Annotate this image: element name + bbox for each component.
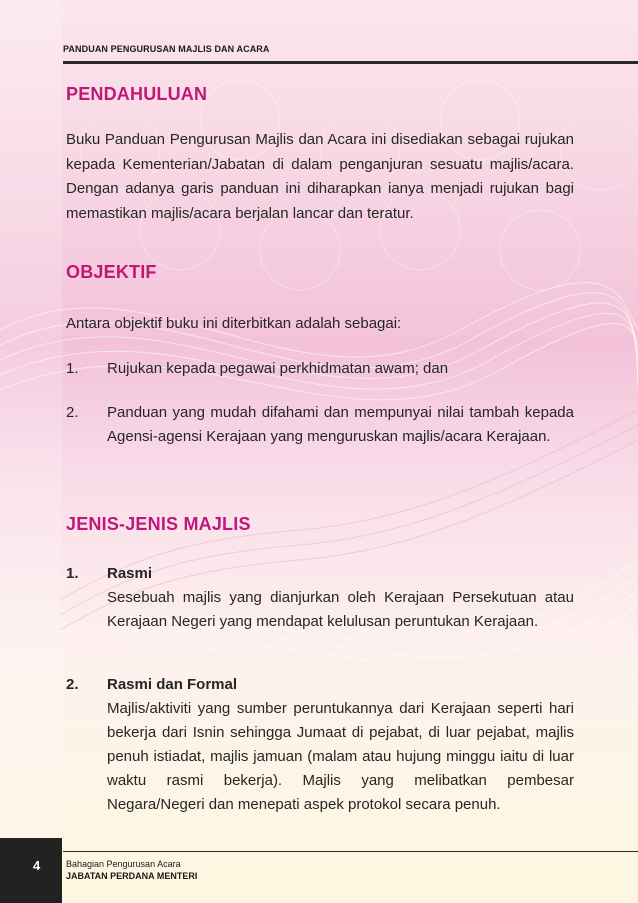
section-title-jenis-majlis: JENIS-JENIS MAJLIS xyxy=(66,514,251,534)
page-number-box xyxy=(0,838,62,903)
item-number: 2. xyxy=(66,404,79,421)
pendahuluan-paragraph: Buku Panduan Pengurusan Majlis dan Acara ini disediakan sebagai rujukan kepada Kementerian/Jabatan di dalam penganjuran sesuatu majlis/acara. Dengan adanya garis panduan ini diharapkan ianya menjadi rujukan bagi memastikan majlis/acara berjalan lancar dan teratur. xyxy=(66,131,574,222)
section-title-objektif: OBJEKTIF xyxy=(66,262,157,282)
section-title-pendahuluan: PENDAHULUAN xyxy=(66,84,208,104)
item-text: Panduan yang mudah difahami dan mempunyai nilai tambah kepada Agensi-agensi Kerajaan yang menguruskan majlis/acara Kerajaan. xyxy=(107,404,574,445)
objektif-intro: Antara objektif buku ini diterbitkan adalah sebagai: xyxy=(66,315,402,332)
item-title: Rasmi dan Formal xyxy=(107,676,238,693)
item-text: Rujukan kepada pegawai perkhidmatan awam; dan xyxy=(107,360,449,377)
item-number: 1. xyxy=(66,565,79,582)
item-number: 2. xyxy=(66,676,79,693)
item-number: 1. xyxy=(66,360,79,377)
item-text: Sesebuah majlis yang dianjurkan oleh Kerajaan Persekutuan atau Kerajaan Negeri yang mendapat kelulusan peruntukan Kerajaan. xyxy=(107,589,574,630)
footer-line-department: JABATAN PERDANA MENTERI xyxy=(66,871,198,881)
running-header: PANDUAN PENGURUSAN MAJLIS DAN ACARA xyxy=(63,44,270,54)
page-number: 4 xyxy=(33,858,41,873)
item-title: Rasmi xyxy=(107,565,153,582)
footer-rule xyxy=(63,851,638,852)
footer-line-division: Bahagian Pengurusan Acara xyxy=(66,859,181,869)
item-text: Majlis/aktiviti yang sumber peruntukannya dari Kerajaan seperti hari bekerja dari Isnin sehingga Jumaat di pejabat, di luar pejabat, majlis penuh istiadat, majlis jamuan (malam atau hujung minggu iaitu di luar waktu rasmi bekerja). Majlis yang melibatkan pembesar Negara/Negeri dan menepati aspek protokol secara penuh. xyxy=(107,700,574,813)
footer-publisher xyxy=(66,858,197,882)
